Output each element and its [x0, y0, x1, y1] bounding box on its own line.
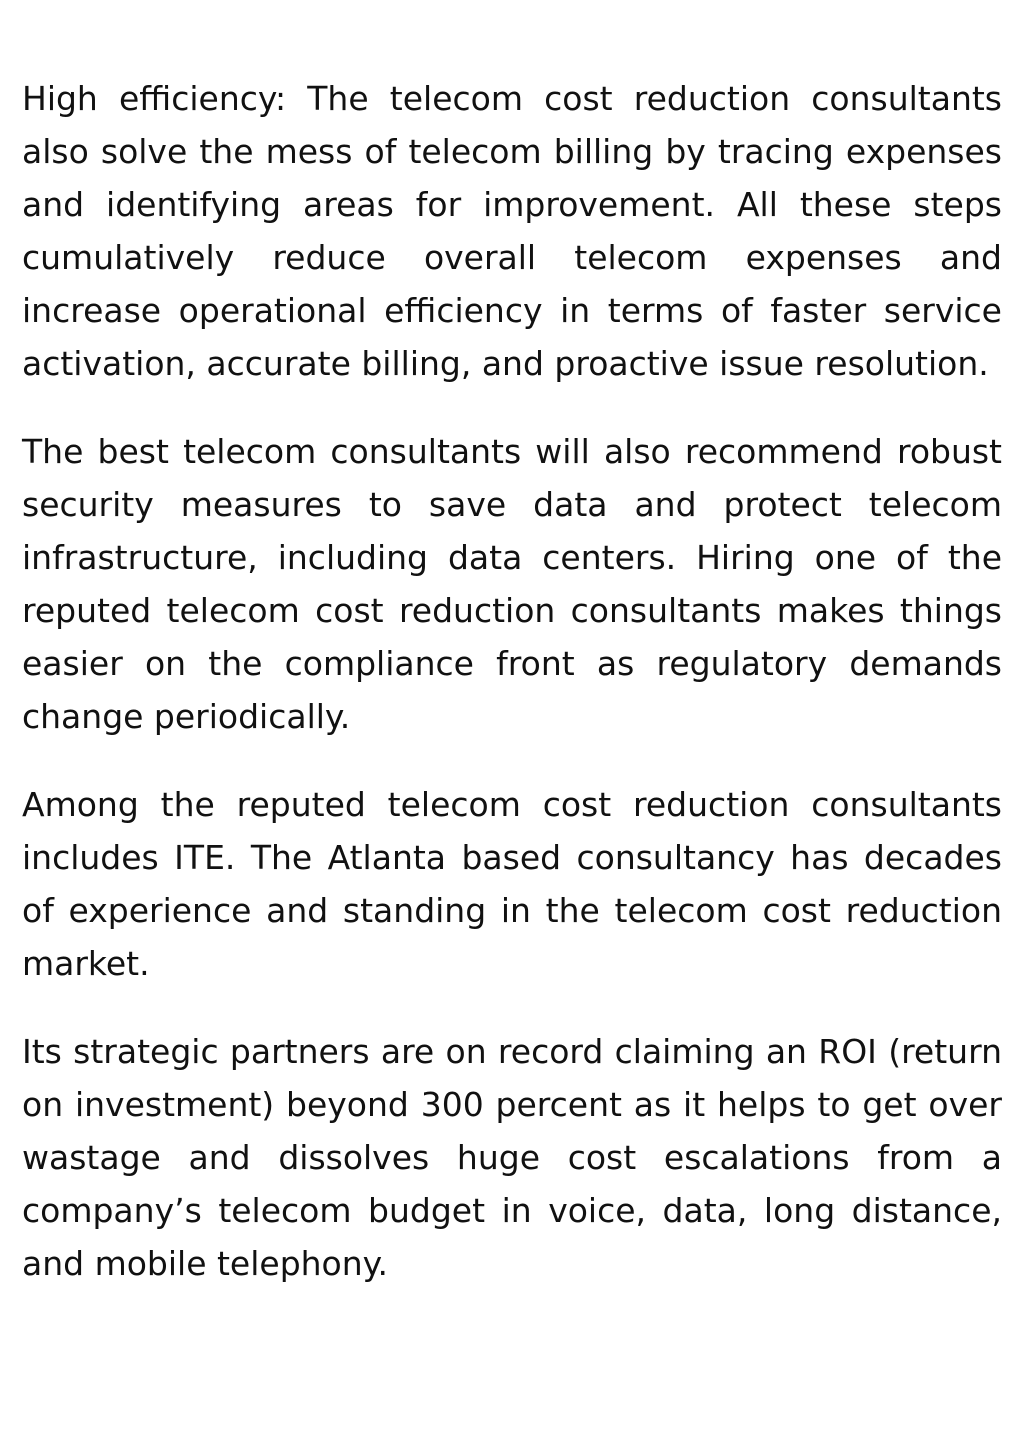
- paragraph-high-efficiency: High efficiency: The telecom cost reduction consultants also solve the mess of telecom billing by tracing expenses and identifying areas for improvement. All these steps cumulatively reduce overall telecom expenses and increase operational efficiency in terms of faster service activation, accurate billing, and proactive issue resolution.: [22, 79, 1002, 383]
- paragraph-roi-partners: Its strategic partners are on record claiming an ROI (return on investment) beyond 300 percent as it helps to get over wastage and dissolves huge cost escalations from a company’s telecom budget in voice, data, long distance, and mobile telephony.: [22, 1032, 1002, 1283]
- paragraph-ite-consultancy: Among the reputed telecom cost reduction consultants includes ITE. The Atlanta based consultancy has decades of experience and standing in the telecom cost reduction market.: [22, 785, 1002, 983]
- document-page: [22, 72, 1002, 1290]
- paragraph-security-compliance: The best telecom consultants will also recommend robust security measures to save data and protect telecom infrastructure, including data centers. Hiring one of the reputed telecom cost reduction consultants makes things easier on the compliance front as regulatory demands change periodically.: [22, 432, 1002, 736]
